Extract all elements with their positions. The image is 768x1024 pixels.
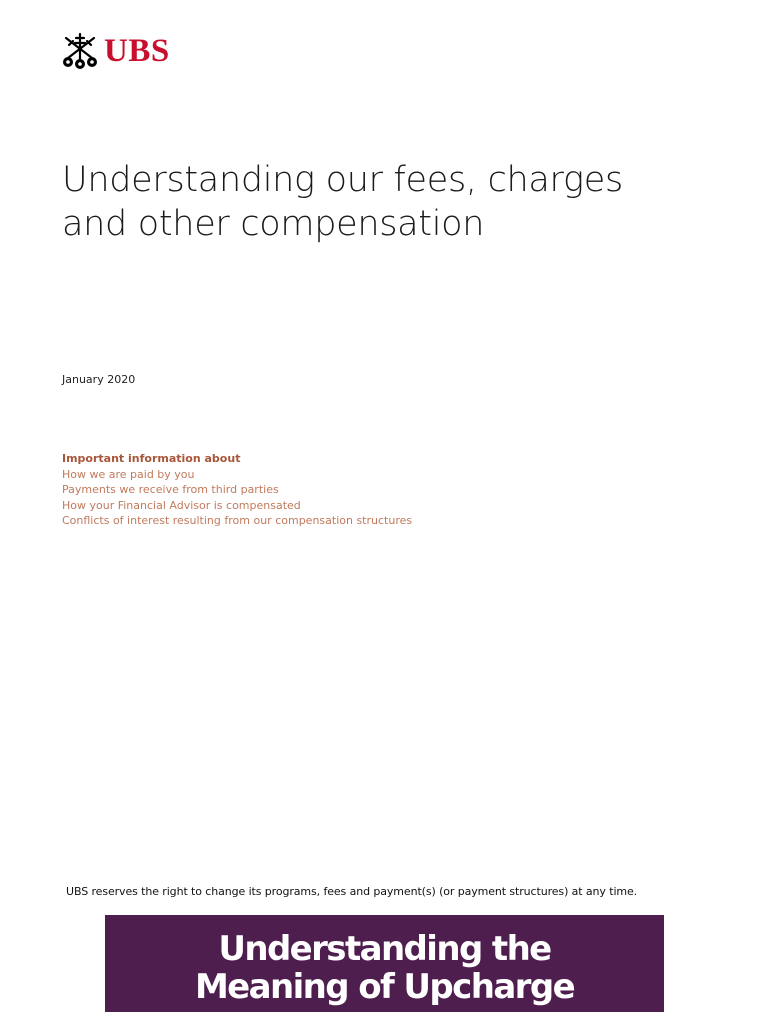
info-heading: Important information about (62, 452, 241, 465)
three-keys-icon (62, 32, 98, 70)
disclaimer-text: UBS reserves the right to change its programs, fees and payment(s) (or payment structures) at any time. (66, 885, 638, 898)
ubs-logo (62, 30, 170, 72)
title-line-1: Understanding our fees, charges (62, 160, 623, 200)
title-line-2: and other compensation (62, 204, 485, 244)
info-item: How we are paid by you (62, 467, 195, 481)
info-item: How your Financial Advisor is compensated (62, 498, 301, 512)
banner-line-1: Understanding the (218, 928, 551, 969)
document-date: January 2020 (62, 373, 136, 386)
document-title (62, 158, 662, 246)
banner-line-2: Meaning of Upcharge (194, 966, 575, 1007)
logo-text: UBS (104, 32, 170, 69)
overlay-banner (105, 915, 664, 1012)
info-item: Payments we receive from third parties (62, 483, 279, 496)
info-item: Conflicts of interest resulting from our compensation structures (62, 514, 413, 527)
info-section (62, 451, 412, 529)
banner-title (195, 930, 574, 1006)
